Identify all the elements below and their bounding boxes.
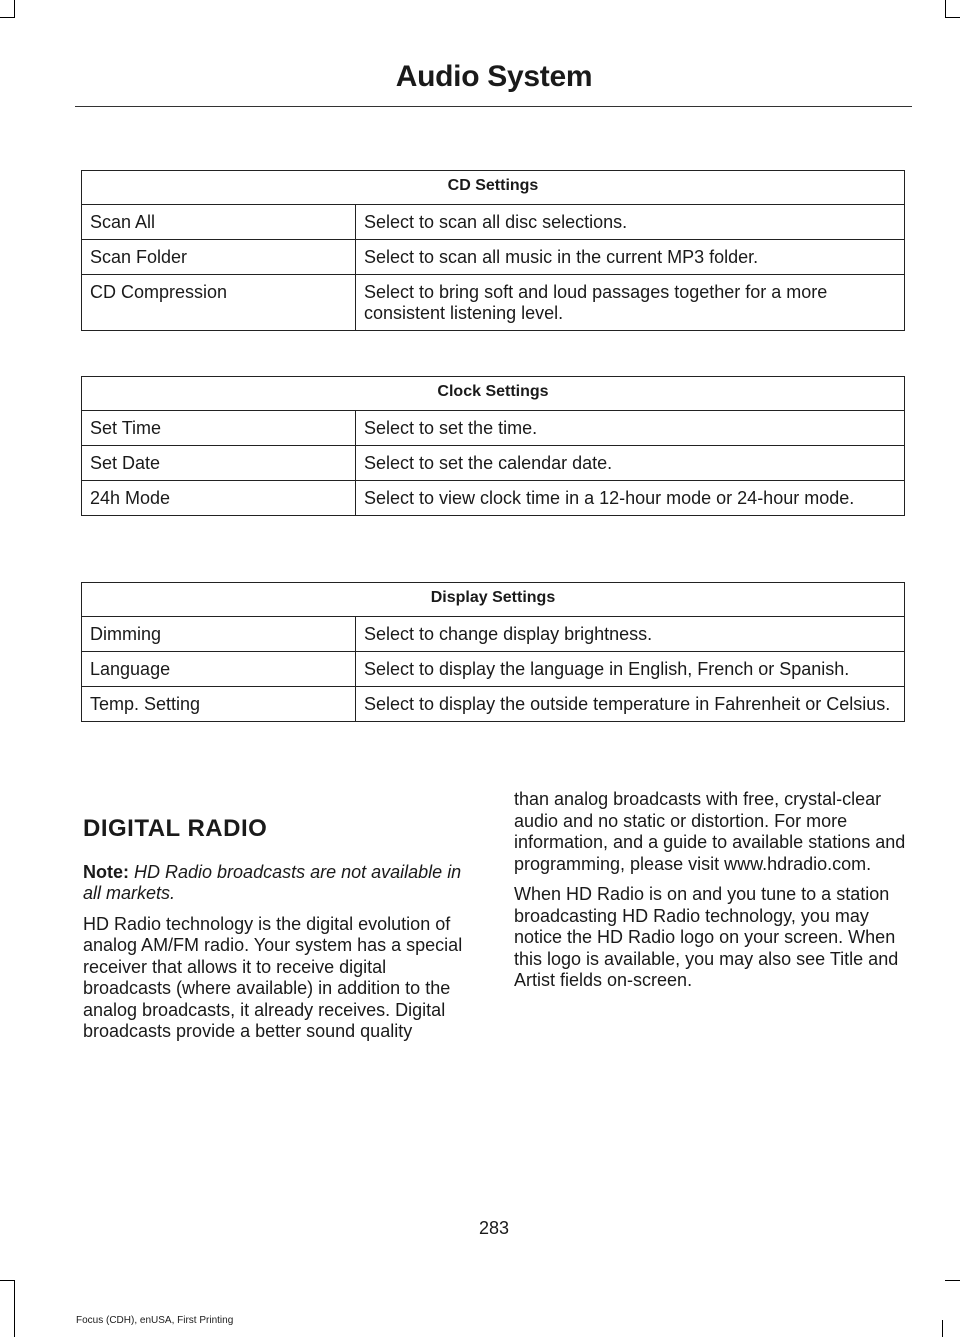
header-rule (75, 106, 912, 107)
setting-description: Select to scan all music in the current MP3 folder. (356, 240, 905, 275)
setting-name: Set Time (82, 411, 356, 446)
body-paragraph: HD Radio technology is the digital evolution of analog AM/FM radio. Your system has a special receiver that allows it to receive digital broadcasts (where available) in addition to the analog broadcasts, it already receives. Digital broadcasts provide a better sound quality (83, 913, 463, 1041)
crop-mark (942, 1320, 943, 1337)
table-row (82, 411, 905, 446)
page-header-title: Audio System (395, 60, 593, 93)
table-row (82, 240, 905, 275)
table-row (82, 446, 905, 481)
table-title: Display Settings (82, 583, 905, 617)
display-settings-table (81, 582, 905, 722)
crop-mark (945, 1280, 960, 1281)
table-title: Clock Settings (82, 377, 905, 411)
table-row (82, 481, 905, 516)
body-paragraph: When HD Radio is on and you tune to a station broadcasting HD Radio technology, you may notice the HD Radio logo on your screen. When this logo is available, you may also see Title and Artist fields on-screen. (514, 884, 899, 990)
setting-name: Set Date (82, 446, 356, 481)
setting-description: Select to display the outside temperature in Fahrenheit or Celsius. (356, 687, 905, 722)
section-heading: DIGITAL RADIO (83, 815, 268, 842)
clock-settings-table (81, 376, 905, 516)
setting-description: Select to bring soft and loud passages together for a more consistent listening level. (356, 275, 905, 331)
crop-mark (945, 17, 960, 18)
setting-name: Scan Folder (82, 240, 356, 275)
setting-name: Temp. Setting (82, 687, 356, 722)
table-row (82, 687, 905, 722)
footer-text: Focus (CDH), enUSA, First Printing (76, 1315, 234, 1326)
note-paragraph (83, 862, 478, 905)
page-number: 283 (478, 1218, 510, 1238)
crop-mark (0, 17, 15, 18)
setting-description: Select to set the time. (356, 411, 905, 446)
table-row (82, 652, 905, 687)
setting-name: Language (82, 652, 356, 687)
crop-mark (945, 0, 946, 18)
setting-name: Dimming (82, 617, 356, 652)
setting-description: Select to view clock time in a 12-hour mode or 24-hour mode. (356, 481, 905, 516)
table-row (82, 205, 905, 240)
crop-mark (14, 1280, 15, 1337)
table-title: CD Settings (82, 171, 905, 205)
setting-name: Scan All (82, 205, 356, 240)
body-paragraph: than analog broadcasts with free, crystal-clear audio and no static or distortion. For more information, and a guide to available stations and programming, please visit www.hdradio.com. (514, 789, 906, 874)
note-label: Note: (83, 861, 129, 882)
setting-description: Select to scan all disc selections. (356, 205, 905, 240)
crop-mark (14, 0, 15, 18)
right-column (514, 789, 908, 1001)
setting-description: Select to set the calendar date. (356, 446, 905, 481)
cd-settings-table (81, 170, 905, 331)
left-column (83, 815, 478, 1052)
setting-description: Select to change display brightness. (356, 617, 905, 652)
setting-name: 24h Mode (82, 481, 356, 516)
setting-description: Select to display the language in English, French or Spanish. (356, 652, 905, 687)
setting-name: CD Compression (82, 275, 356, 331)
table-row (82, 275, 905, 331)
table-row (82, 617, 905, 652)
crop-mark (0, 1280, 15, 1281)
note-text: HD Radio broadcasts are not available in all markets. (83, 861, 462, 903)
